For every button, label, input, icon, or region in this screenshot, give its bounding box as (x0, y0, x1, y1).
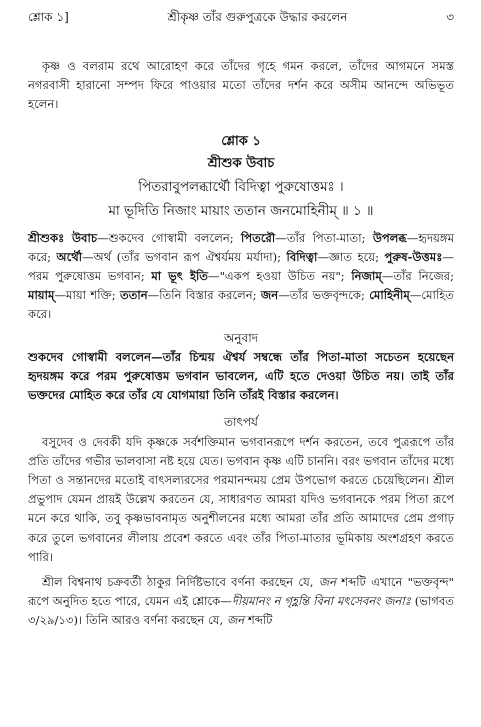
synonym-term: পুরুষ-উত্তমঃ (384, 249, 443, 264)
synonym-term: নিজাম্ (351, 269, 382, 284)
synonym-term: শ্রীশুকঃ উবাচ (28, 230, 98, 245)
synonym-term: উপলব্ধ (372, 230, 407, 245)
verse-speaker: শ্রীশুক উবাচ (207, 155, 275, 171)
purport2-text-a: শ্রীল বিশ্বনাথ চক্রবর্তী ঠাকুর নির্দিষ্টভাবে বর্ণনা করছেন যে, (42, 575, 319, 590)
word-for-word-synonyms (28, 229, 454, 325)
purport-paragraph-1: বসুদেব ও দেবকী যদি কৃষ্ণকে সর্বশক্তিমান ভগবানরূপে দর্শন করতেন, তবে পুত্ররূপে তাঁর প্রতি তাঁদের গভীর ভালবাসা নষ্ট হয়ে যেত। ভগবান কৃষ্ণ এটি চাননি। বরং ভগবান তাঁদের মধ্যে পিতা ও সন্তানদের মতোই বাৎসল্যরসের পরমানন্দময় প্রেম উপভোগ করতে চেয়েছিলেন। শ্রীল প্রভুপাদ যেমন প্রায়ই উল্লেখ করতেন যে, সাধারণত আমরা যদিও ভগবানকে পরম পিতা রূপে মনে করে থাকি, তবু কৃষ্ণভাবনামৃত অনুশীলনের মধ্যে আমরা তাঁর প্রতি আমাদের প্রেম প্রগাঢ় করে তুলে ভগবানের লীলায় প্রবেশ করতে এবং তাঁর পিতা-মাতার ভূমিকায় অংশগ্রহণ করতে পারি। (28, 434, 455, 564)
synonym-term: মোহিনীম্ (369, 288, 410, 303)
synonym-meaning: —তাঁর ভক্তবৃন্দকে; (278, 288, 370, 303)
synonym-term: বিদিত্বা (286, 249, 318, 264)
synonym-meaning: —"একপ হওয়া উচিত নয়"; (208, 269, 352, 284)
translation-heading: অনুবাদ (223, 330, 259, 345)
intro-paragraph: কৃষ্ণ ও বলরাম রথে আরোহণ করে তাঁদের গৃহে গমন করলে, তাঁদের আগমনে সমস্ত নগরবাসী হারানো সম্পদ ফিরে পাওয়ার মতো তাঁদের দর্শন করে অসীম আনন্দে অভিভূত হলেন। (28, 59, 454, 112)
verse-title: শ্লোক ১ (221, 133, 261, 149)
page-number: ৩ (446, 10, 454, 24)
page-body (28, 57, 454, 631)
synonym-term: পিতরৌ (240, 230, 276, 245)
synonym-meaning: —তিনি বিস্তার করলেন; (147, 288, 261, 303)
running-header (28, 8, 454, 27)
synonym-meaning: —শুকদেব গোস্বামী বললেন; (97, 230, 241, 245)
purport-heading: তাৎপর্য (224, 415, 258, 430)
synonym-term: অর্থৌ (56, 249, 83, 264)
synonym-meaning: —তাঁর নিজের; (381, 269, 454, 284)
verse-line-2: মা ভূদিতি নিজাং মায়াং ততান জনমোহিনীম্ ॥ ১ ॥ (108, 203, 374, 219)
synonym-meaning: —জ্ঞাত হয়ে; (317, 249, 385, 264)
purport2-term-jana-2: জন (226, 613, 245, 628)
purport2-quote: দীয়মানং ন গৃহ্ণন্তি বিনা মৎসেবনং জনাঃ (231, 594, 411, 609)
synonym-meaning: —মায়া শক্তি; (54, 288, 120, 303)
synonym-term: মা ভূৎ ইতি (151, 269, 208, 284)
synonym-term: মায়াম্ (28, 288, 55, 303)
translation-paragraph: শুকদেব গোস্বামী বললেন—তাঁর চিন্ময় ঐশ্বর্য সম্বন্ধে তাঁর পিতা-মাতা সচেতন হয়েছেন হৃদয়ঙ্গম করে পরম পুরুষোত্তম ভগবান ভাবলেন, এটি হতে দেওয়া উচিত নয়। তাই তাঁর ভক্তদের মোহিত করে তাঁর যে যোগমায়া তিনি তাঁরই বিস্তার করলেন। (28, 349, 454, 403)
purport2-term-jana: জন (318, 575, 336, 590)
purport2-text-c: (ভাগবত ৩/২৯/১৩)। তিনি আরও বর্ণনা করছেন যে, (28, 594, 454, 628)
verse-line-1: পিতরাবুপলব্ধার্থৌ বিদিত্বা পুরুষোত্তমঃ । (138, 179, 344, 195)
synonym-meaning: —মোহিত করে। (28, 288, 454, 322)
synonym-meaning: —তাঁর পিতা-মাতা; (275, 230, 373, 245)
synonym-meaning: —অর্থ (তাঁর ভগবান রূপ ঐশ্বর্যময় মর্যাদা); (82, 249, 287, 264)
synonym-term: জন (260, 288, 279, 303)
synonym-meaning: —হৃদয়ঙ্গম করে; (28, 230, 455, 264)
purport2-text-b: শব্দটি এখানে "ভক্তবৃন্দ" রূপে অনুদিত হতে পারে, যেমন এই শ্লোকে— (28, 575, 454, 609)
synonym-meaning: —পরম পুরুষোত্তম ভগবান; (28, 249, 455, 284)
header-verse-ref: শ্লোক ১] (28, 10, 69, 24)
purport2-text-d: শব্দটি (244, 613, 273, 628)
purport-paragraph-2 (28, 573, 454, 631)
synonym-term: ততান (119, 288, 148, 303)
header-chapter-title: শ্রীকৃষ্ণ তাঁর গুরুপুত্রকে উদ্ধার করলেন (167, 10, 348, 24)
